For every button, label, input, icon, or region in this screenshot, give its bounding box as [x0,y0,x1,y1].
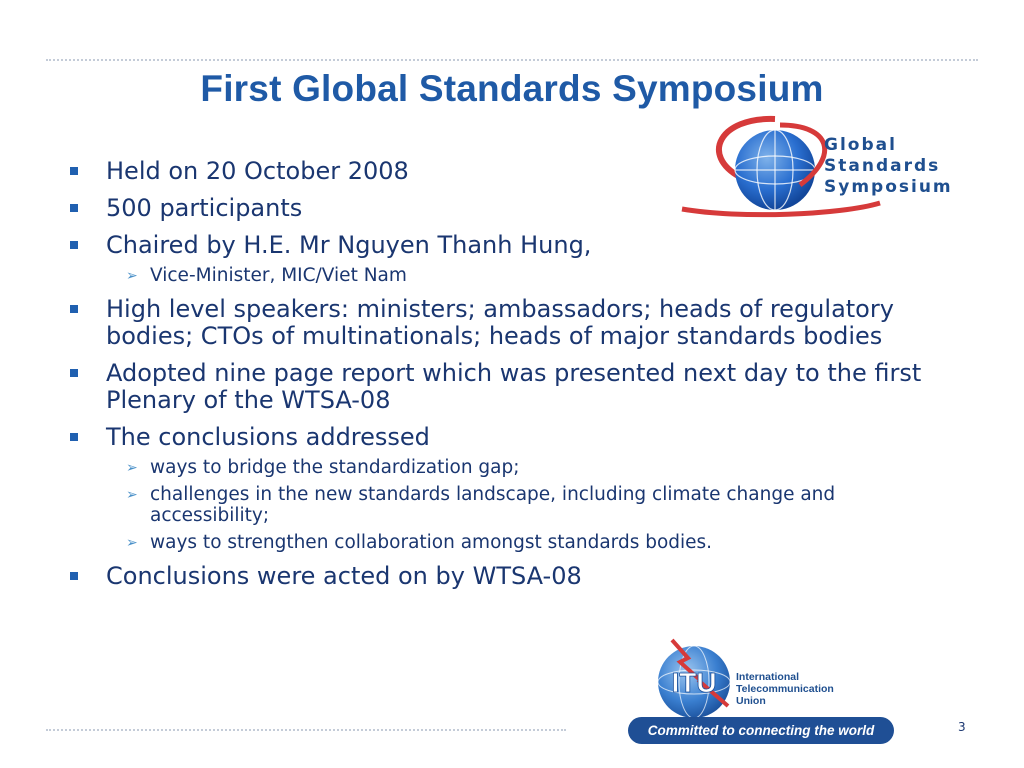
bullet-text: High level speakers: ministers; ambassadors; heads of regulatory bodies; CTOs of multinationals; heads of major standards bodies [106,295,894,350]
square-bullet-icon [70,305,78,313]
sub-bullet-text: ways to strengthen collaboration amongst standards bodies. [150,532,713,553]
bullet-item [70,360,930,414]
sub-bullet-text: challenges in the new standards landscape, including climate change and accessibility; [150,484,836,526]
itu-logo-text [736,671,834,707]
page-number: 3 [958,720,966,734]
bullet-list [70,158,930,600]
bullet-item [70,296,930,350]
itu-acronym: ITU [671,667,717,698]
bullet-item [70,563,930,590]
gss-line-2: Standards [824,156,941,176]
sub-bullet-item [70,457,930,478]
gss-line-3: Symposium [824,177,953,197]
slide-title: First Global Standards Symposium [200,68,824,109]
top-divider [46,59,978,61]
sub-bullet-item [70,484,930,526]
bullet-text: Chaired by H.E. Mr Nguyen Thanh Hung, [106,231,592,259]
itu-line-1: International [736,671,800,683]
square-bullet-icon [70,433,78,441]
itu-tagline: Committed to connecting the world [628,717,894,744]
square-bullet-icon [70,204,78,212]
square-bullet-icon [70,572,78,580]
bullet-text: Held on 20 October 2008 [106,157,409,185]
bullet-text: Adopted nine page report which was presented next day to the first Plenary of the WTSA-08 [106,359,922,414]
bullet-item [70,232,930,259]
square-bullet-icon [70,369,78,377]
itu-globe-icon [628,636,738,720]
arrow-bullet-icon: ➢ [126,535,138,551]
arrow-bullet-icon: ➢ [126,460,138,476]
bullet-item [70,158,930,185]
square-bullet-icon [70,241,78,249]
sub-bullet-text: Vice-Minister, MIC/Viet Nam [150,265,407,286]
sub-bullet-text: ways to bridge the standardization gap; [150,457,520,478]
arrow-bullet-icon: ➢ [126,487,138,503]
square-bullet-icon [70,167,78,175]
bullet-item [70,195,930,222]
gss-line-1: Global [824,135,897,155]
bullet-text: 500 participants [106,194,303,222]
bullet-item [70,424,930,451]
bullet-text: The conclusions addressed [106,423,430,451]
arrow-bullet-icon: ➢ [126,268,138,284]
itu-line-3: Union [736,695,766,707]
sub-bullet-item [70,265,930,286]
itu-line-2: Telecommunication [736,683,834,695]
bullet-text: Conclusions were acted on by WTSA-08 [106,562,582,590]
bottom-divider [46,729,566,731]
sub-bullet-item [70,532,930,553]
